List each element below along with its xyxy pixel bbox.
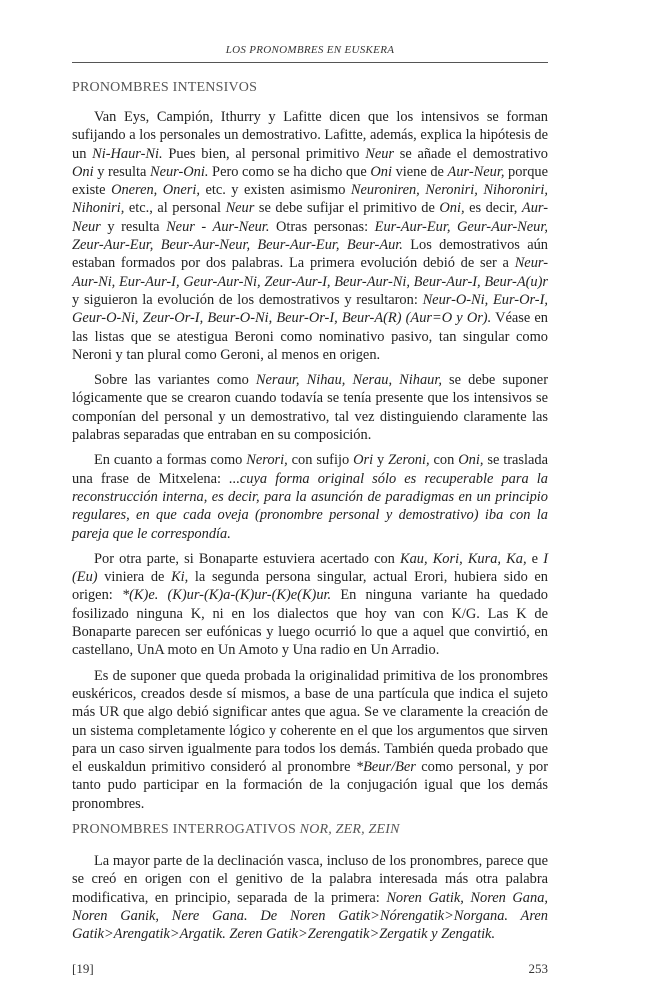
- italic-text: I (Eu): [72, 550, 548, 586]
- italic-text: Nerori,: [246, 452, 288, 469]
- footer-bracket-number: [19]: [72, 961, 94, 976]
- paragraph-text: Otras personas:: [269, 218, 375, 235]
- italic-text: Aur-Neur,: [447, 163, 505, 180]
- paragraph-text: viene de: [391, 163, 448, 180]
- section-body-interrogativos: [72, 852, 548, 950]
- italic-text: Eur-Aur-Eur, Geur-Aur-Neur, Zeur-Aur-Eur, Beur-Aur-Neur, Beur-Aur-Eur, Beur-Aur.: [72, 218, 548, 254]
- paragraph-text: y resulta: [93, 163, 150, 180]
- paragraph-text: En ninguna variante ha quedado fosilizado ninguna K, ni en los dialectos que hoy van con K/G. Las K de Bonaparte parecen ser eufónicas y luego ocurrió lo que a aquel que convirtió, en castellano, UnA moto en Un Amoto y Una radio en Un Arradio.: [72, 587, 548, 659]
- section-title-text: PRONOMBRES INTERROGATIVOS: [72, 822, 300, 837]
- italic-text: Neur-O-Ni, Eur-Or-I, Geur-O-Ni, Zeur-Or-I, Beur-O-Ni, Beur-Or-I, Beur-A(R) (Aur=O y Or).: [72, 291, 548, 327]
- italic-text: Neur - Aur-Neur.: [166, 218, 270, 235]
- italic-text: Neur-Oni.: [149, 163, 209, 180]
- paragraph-text: la segunda persona singular, actual Erori, hubiera sido en origen:: [72, 569, 548, 604]
- paragraph-text: es decir,: [464, 200, 522, 217]
- italic-text: Neur: [225, 200, 255, 217]
- italic-text: Oni,: [439, 200, 465, 217]
- italic-text: Oni,: [458, 452, 484, 469]
- paragraph-text: y siguieron la evolución de los demostrativos y resultaron:: [72, 291, 423, 308]
- paragraph-text: En cuanto a formas como: [94, 452, 247, 469]
- italic-text: Aur-Neur: [72, 200, 548, 235]
- italic-text: *(K)e. (K)ur-(K)a-(K)ur-(K)e(K)ur.: [121, 587, 332, 604]
- section-title-interrogativos: [72, 822, 400, 838]
- italic-text: Oni: [72, 163, 94, 180]
- running-head: LOS PRONOMBRES EN EUSKERA: [225, 44, 395, 56]
- paragraph: [72, 667, 548, 813]
- italic-text: Neraur, Nihau, Nerau, Nihaur,: [255, 372, 442, 389]
- italic-text: Ni-Haur-Ni.: [92, 145, 163, 162]
- paragraph-text: Sobre las variantes como: [94, 372, 256, 389]
- italic-text: Neur: [365, 145, 395, 162]
- paragraph-text: Es de suponer que queda probada la originalidad primitiva de los pronombres euskéricos, creados desde sí mismos, a base de una partícula que indica el sujeto más UR que algo debió significar antes que agua. Se ve claramente la creación de un sistema completamente lógico y coherente en el que los argumentos que sirven para un caso sirven igualmente para todos los demás. También queda probado que el euskaldun primitivo consideró al pronombre: [72, 667, 548, 776]
- section-title-italic: NOR, ZER, ZEIN: [299, 822, 400, 837]
- italic-text: Ki,: [171, 569, 189, 586]
- paragraph-text: se traslada una frase de Mitxelena:: [72, 452, 549, 487]
- italic-text: Kau, Kori, Kura, Ka,: [399, 550, 527, 567]
- italic-text: *Beur/Ber: [355, 759, 416, 776]
- italic-text: ...cuya forma original sólo es recuperable para la reconstrucción interna, es decir, para la asunción de paradigmas en un principio regulares, en que cada oveja (pronombre personal y demostrativo) iba con la pareja que le correspondía.: [72, 470, 548, 542]
- paragraph-text: se debe suponer lógicamente que se crearon cuando todavía se tenía presente que los intensivos se componían del personal y un demostrativo, tal vez distinguiendo claramente las palabras separadas que entraban en su composición.: [72, 372, 548, 444]
- paragraph-text: La mayor parte de la declinación vasca, incluso de los pronombres, parece que se creó en origen con el genitivo de la palabra interesada más otra palabra modificativa, en principio, separada de la primera:: [72, 853, 548, 906]
- italic-text: Zeroni,: [388, 452, 430, 469]
- paragraph-text: y resulta: [100, 218, 167, 235]
- italic-text: Ori: [353, 452, 374, 469]
- paragraph-text: porque existe: [72, 163, 548, 199]
- italic-text: Noren Gatik, Noren Gana, Noren Ganik, Nere Gana. De Noren Gatik>Nórengatik>Norgana. Aren Gatik>Arengatik>Argatik. Zeren Gatik>Zerengatik>Zergatik y Zengatik.: [72, 889, 548, 943]
- italic-text: Oneren, Oneri,: [111, 182, 200, 199]
- paragraph-text: Véase en las listas que se atestigua Beroni como nominativo pasivo, tan singular como Neroni y tan plural como Geroni, al menos en origen.: [72, 310, 548, 363]
- paragraph-text: e: [526, 550, 544, 567]
- paragraph-text: Van Eys, Campión, Ithurry y Lafitte dicen que los intensivos se forman sufijando a los personales un demostrativo. Lafitte, además, explica la hipótesis de un: [72, 109, 548, 162]
- paragraph-text: se debe sufijar el primitivo de: [254, 200, 440, 217]
- paragraph-text: y: [373, 452, 389, 469]
- paragraph-text: se añade el demostrativo: [394, 145, 548, 162]
- italic-text: Neur-Aur-Ni, Eur-Aur-I, Geur-Aur-Ni, Zeur-Aur-I, Beur-Aur-Ni, Beur-Aur-I, Beur-A(u)r: [72, 255, 548, 290]
- italic-text: Oni: [370, 163, 392, 180]
- italic-text: Neuroniren, Neroniri, Nihoroniri, Nihoniri,: [72, 182, 549, 217]
- paragraph-text: como personal, y por tanto pudo participar en la formación de la conjugación igual que los demás pronombres.: [72, 759, 549, 812]
- paragraph-text: Pues bien, al personal primitivo: [162, 145, 366, 162]
- section-body-intensivos: [72, 108, 548, 820]
- paragraph: [72, 451, 548, 542]
- paragraph-text: viniera de: [97, 569, 172, 586]
- paragraph: [72, 108, 548, 364]
- paragraph: [72, 371, 548, 444]
- paragraph-text: con: [429, 452, 459, 469]
- paragraph-text: Los demostrativos aún estaban formados por dos palabras. La primera evolución debió de ser a: [72, 237, 548, 272]
- page-number: 253: [528, 961, 548, 976]
- header-rule: [72, 62, 548, 63]
- paragraph-text: Pero como se ha dicho que: [208, 163, 371, 180]
- paragraph: [72, 852, 548, 943]
- paragraph: [72, 550, 548, 660]
- paragraph-text: Por otra parte, si Bonaparte estuviera acertado con: [94, 550, 400, 567]
- section-title-intensivos: PRONOMBRES INTENSIVOS: [72, 80, 258, 95]
- paragraph-text: con sufijo: [287, 452, 354, 469]
- paragraph-text: etc. y existen asimismo: [199, 182, 351, 199]
- paragraph-text: etc., al personal: [124, 200, 226, 217]
